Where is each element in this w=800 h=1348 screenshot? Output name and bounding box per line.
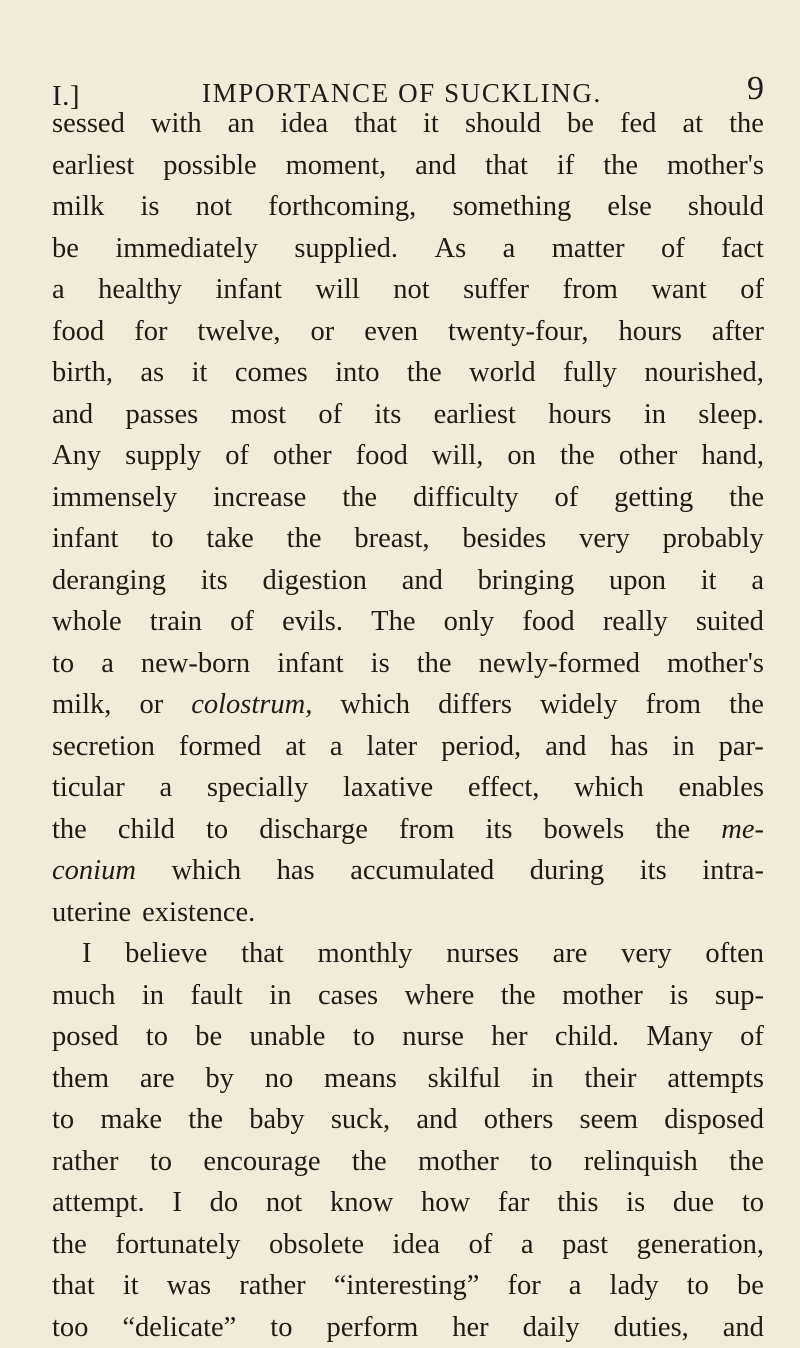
word: which [340,684,410,726]
word: at [682,103,703,145]
word: cases [318,975,378,1017]
word: has [610,726,648,768]
word: formed [179,726,261,768]
word: the [729,1141,764,1183]
word: evils. [282,601,343,643]
word: be [737,1265,764,1307]
word: was [167,1265,211,1307]
word: will, [432,435,483,477]
word: at [285,726,306,768]
word: to [52,1099,74,1141]
word: to [52,643,74,685]
word: to [530,1141,552,1183]
word: as [140,352,164,394]
word: the [407,352,442,394]
word: the [188,1099,223,1141]
word: rather [239,1265,305,1307]
word: for [134,311,167,353]
text-line [52,186,764,228]
word: relinquish [584,1141,698,1183]
text-line [52,560,764,602]
word: will [315,269,359,311]
word: mother [562,975,643,1017]
word: to [151,518,173,560]
word: getting [614,477,693,519]
text-line [52,1058,764,1100]
word: earliest [52,145,134,187]
word: infant [215,269,281,311]
word: I [172,1182,182,1224]
word: or [310,311,334,353]
word: a [330,726,343,768]
word: increase [213,477,306,519]
page-number: 9 [747,70,764,108]
word: in [142,975,164,1017]
word: suffer [463,269,529,311]
text-line [52,311,764,353]
word: disposed [664,1099,764,1141]
word: to [206,809,228,851]
word: Any [52,435,101,477]
text-line [52,269,764,311]
word: are [553,933,588,975]
word: “interesting” [334,1265,480,1307]
word: on [507,435,536,477]
word: child [118,809,175,851]
word: duties, [614,1307,689,1348]
word: possible [163,145,256,187]
word: a [160,767,173,809]
word: effect, [468,767,539,809]
word: generation, [637,1224,764,1266]
text-line [52,892,764,934]
word: that [354,103,397,145]
word: mother's [667,643,764,685]
word: existence. [142,892,255,934]
word: no [265,1058,294,1100]
word: immediately [115,228,257,270]
word: baby [249,1099,304,1141]
text-line [52,1141,764,1183]
word: fortunately [115,1224,240,1266]
word: a [569,1265,582,1307]
word: probably [663,518,764,560]
word: to [150,1141,172,1183]
word: know [330,1182,393,1224]
text-line [52,518,764,560]
word: of [225,435,249,477]
word: world [469,352,536,394]
text-line [52,394,764,436]
word: take [206,518,253,560]
word: from [399,809,454,851]
word: be [195,1016,222,1058]
word: the [729,684,764,726]
word: rather [52,1141,118,1183]
word: other [619,435,678,477]
word: twelve, [197,311,280,353]
word: difficulty [413,477,519,519]
word: nurses [446,933,519,975]
word: often [705,933,764,975]
word: not [393,269,429,311]
word: besides [462,518,546,560]
word: most [231,394,286,436]
word: really [603,601,668,643]
text-line [52,809,764,851]
word: means [324,1058,397,1100]
word: milk, [52,684,111,726]
word: believe [125,933,207,975]
word: mother's [667,145,764,187]
word: only [444,601,495,643]
word: uterine [52,892,131,934]
word: lady [610,1265,659,1307]
word: which [171,850,241,892]
italic-word: me- [721,809,764,851]
word: food [356,435,408,477]
word: in [644,394,666,436]
word: food [522,601,574,643]
word: enables [679,767,764,809]
word: be [52,228,79,270]
word: want [651,269,706,311]
word: or [139,684,163,726]
text-line [52,228,764,270]
word: of [661,228,685,270]
word: seem [580,1099,639,1141]
word: a [52,269,65,311]
word: healthy [98,269,182,311]
word: and [415,145,456,187]
word: food [52,311,104,353]
text-line [52,103,764,145]
text-line [52,726,764,768]
word: sup- [715,975,764,1017]
word: very [621,933,672,975]
word: a [101,643,114,685]
text-line [52,1224,764,1266]
word: where [405,975,475,1017]
text-line [52,435,764,477]
word: a [521,1224,534,1266]
word: even [364,311,418,353]
word: for [507,1265,540,1307]
word: to [146,1016,168,1058]
word: suck, [331,1099,390,1141]
word: sleep. [698,394,764,436]
word: by [205,1058,234,1100]
word: it [123,1265,139,1307]
word: which [574,767,644,809]
word: its [485,809,512,851]
word: fully [563,352,617,394]
word: are [140,1058,175,1100]
text-line [52,643,764,685]
word: infant [277,643,343,685]
word: forthcoming, [268,186,416,228]
word: attempts [667,1058,764,1100]
word: her [491,1016,527,1058]
word: to [353,1016,375,1058]
word: obsolete [269,1224,364,1266]
word: is [371,643,390,685]
word: par- [719,726,764,768]
word: secretion [52,726,155,768]
text-line [52,933,764,975]
word: it [701,560,717,602]
text-line [52,975,764,1017]
word: fact [721,228,764,270]
word: with [151,103,202,145]
word: too [52,1307,88,1348]
word: not [266,1182,302,1224]
italic-word: colostrum, [191,684,312,726]
word: bowels [544,809,625,851]
word: to [270,1307,292,1348]
text-line [52,850,764,892]
text-line [52,477,764,519]
word: their [584,1058,636,1100]
word: comes [235,352,308,394]
word: its [640,850,667,892]
word: else [607,186,651,228]
word: attempt. [52,1182,145,1224]
word: it [423,103,439,145]
word: newly-formed [479,643,640,685]
word: the [501,975,536,1017]
italic-word: conium [52,850,136,892]
word: is [669,975,688,1017]
word: suited [696,601,764,643]
chapter-number: I.] [52,80,80,113]
word: the [655,809,690,851]
word: specially [207,767,308,809]
word: new-born [141,643,250,685]
word: this [557,1182,598,1224]
word: monthly [318,933,413,975]
word: discharge [259,809,368,851]
word: bringing [478,560,575,602]
word: her [452,1307,488,1348]
word: milk [52,186,104,228]
text-line [52,1099,764,1141]
body-text [52,103,764,1348]
word: it [192,352,208,394]
word: hours [618,311,681,353]
word: fault [191,975,243,1017]
word: hours [548,394,611,436]
word: in [531,1058,553,1100]
word: whole [52,601,122,643]
word: twenty-four, [448,311,589,353]
word: The [371,601,415,643]
word: is [626,1182,645,1224]
running-title: IMPORTANCE OF SUCKLING. [202,78,602,109]
word: the [352,1141,387,1183]
text-line [52,1265,764,1307]
word: accumulated [350,850,494,892]
word: mother [418,1141,499,1183]
word: of [469,1224,493,1266]
word: fed [620,103,656,145]
text-line [52,1182,764,1224]
word: I [82,933,92,975]
word: infant [52,518,118,560]
word: an [228,103,255,145]
word: earliest [434,394,516,436]
word: nurse [402,1016,464,1058]
word: the [342,477,377,519]
word: supply [125,435,201,477]
word: a [503,228,516,270]
word: encourage [203,1141,320,1183]
word: birth, [52,352,113,394]
word: moment, [286,145,387,187]
word: that [241,933,284,975]
word: nourished, [644,352,764,394]
word: train [150,601,202,643]
word: has [277,850,315,892]
word: passes [125,394,198,436]
word: Many [646,1016,713,1058]
word: and [402,560,443,602]
word: idea [281,103,328,145]
word: from [646,684,701,726]
text-line [52,1307,764,1348]
word: much [52,975,115,1017]
word: how [421,1182,470,1224]
word: posed [52,1016,119,1058]
word: should [465,103,541,145]
word: is [140,186,159,228]
word: and [723,1307,764,1348]
word: intra- [702,850,764,892]
word: others [484,1099,554,1141]
word: supplied. [294,228,398,270]
word: something [452,186,571,228]
word: sessed [52,103,125,145]
word: very [579,518,630,560]
text-line [52,145,764,187]
word: of [740,269,764,311]
word: other [273,435,332,477]
word: idea [393,1224,440,1266]
word: the [729,103,764,145]
word: make [100,1099,162,1141]
word: should [688,186,764,228]
text-line [52,767,764,809]
word: in [672,726,694,768]
word: its [201,560,228,602]
word: that [52,1265,95,1307]
word: far [498,1182,530,1224]
word: daily [523,1307,580,1348]
word: not [196,186,232,228]
word: period, [441,726,521,768]
word: hand, [701,435,764,477]
word: past [562,1224,608,1266]
word: of [230,601,254,643]
word: from [562,269,617,311]
word: and [52,394,93,436]
text-line [52,601,764,643]
word: skilful [428,1058,501,1100]
word: be [567,103,594,145]
word: digestion [262,560,367,602]
word: matter [552,228,625,270]
word: upon [609,560,666,602]
word: breast, [354,518,429,560]
word: its [374,394,401,436]
word: them [52,1058,109,1100]
word: the [52,1224,87,1266]
word: of [554,477,578,519]
word: the [287,518,322,560]
word: in [269,975,291,1017]
word: “delicate” [122,1307,236,1348]
word: and [545,726,586,768]
word: due [673,1182,714,1224]
word: widely [540,684,618,726]
text-line [52,1016,764,1058]
word: into [335,352,379,394]
word: deranging [52,560,166,602]
word: do [210,1182,239,1224]
word: during [530,850,604,892]
word: laxative [343,767,433,809]
word: ticular [52,767,125,809]
word: of [740,1016,764,1058]
word: the [417,643,452,685]
word: if [557,145,574,187]
text-line [52,684,764,726]
word: later [367,726,418,768]
word: to [742,1182,764,1224]
word: immensely [52,477,177,519]
word: to [687,1265,709,1307]
word: the [52,809,87,851]
word: As [434,228,466,270]
word: the [603,145,638,187]
word: a [751,560,764,602]
word: after [712,311,764,353]
word: the [560,435,595,477]
word: child. [555,1016,619,1058]
word: the [729,477,764,519]
text-line [52,352,764,394]
word: of [318,394,342,436]
word: differs [438,684,512,726]
word: and [416,1099,457,1141]
word: perform [326,1307,418,1348]
word: that [485,145,528,187]
word: unable [249,1016,325,1058]
